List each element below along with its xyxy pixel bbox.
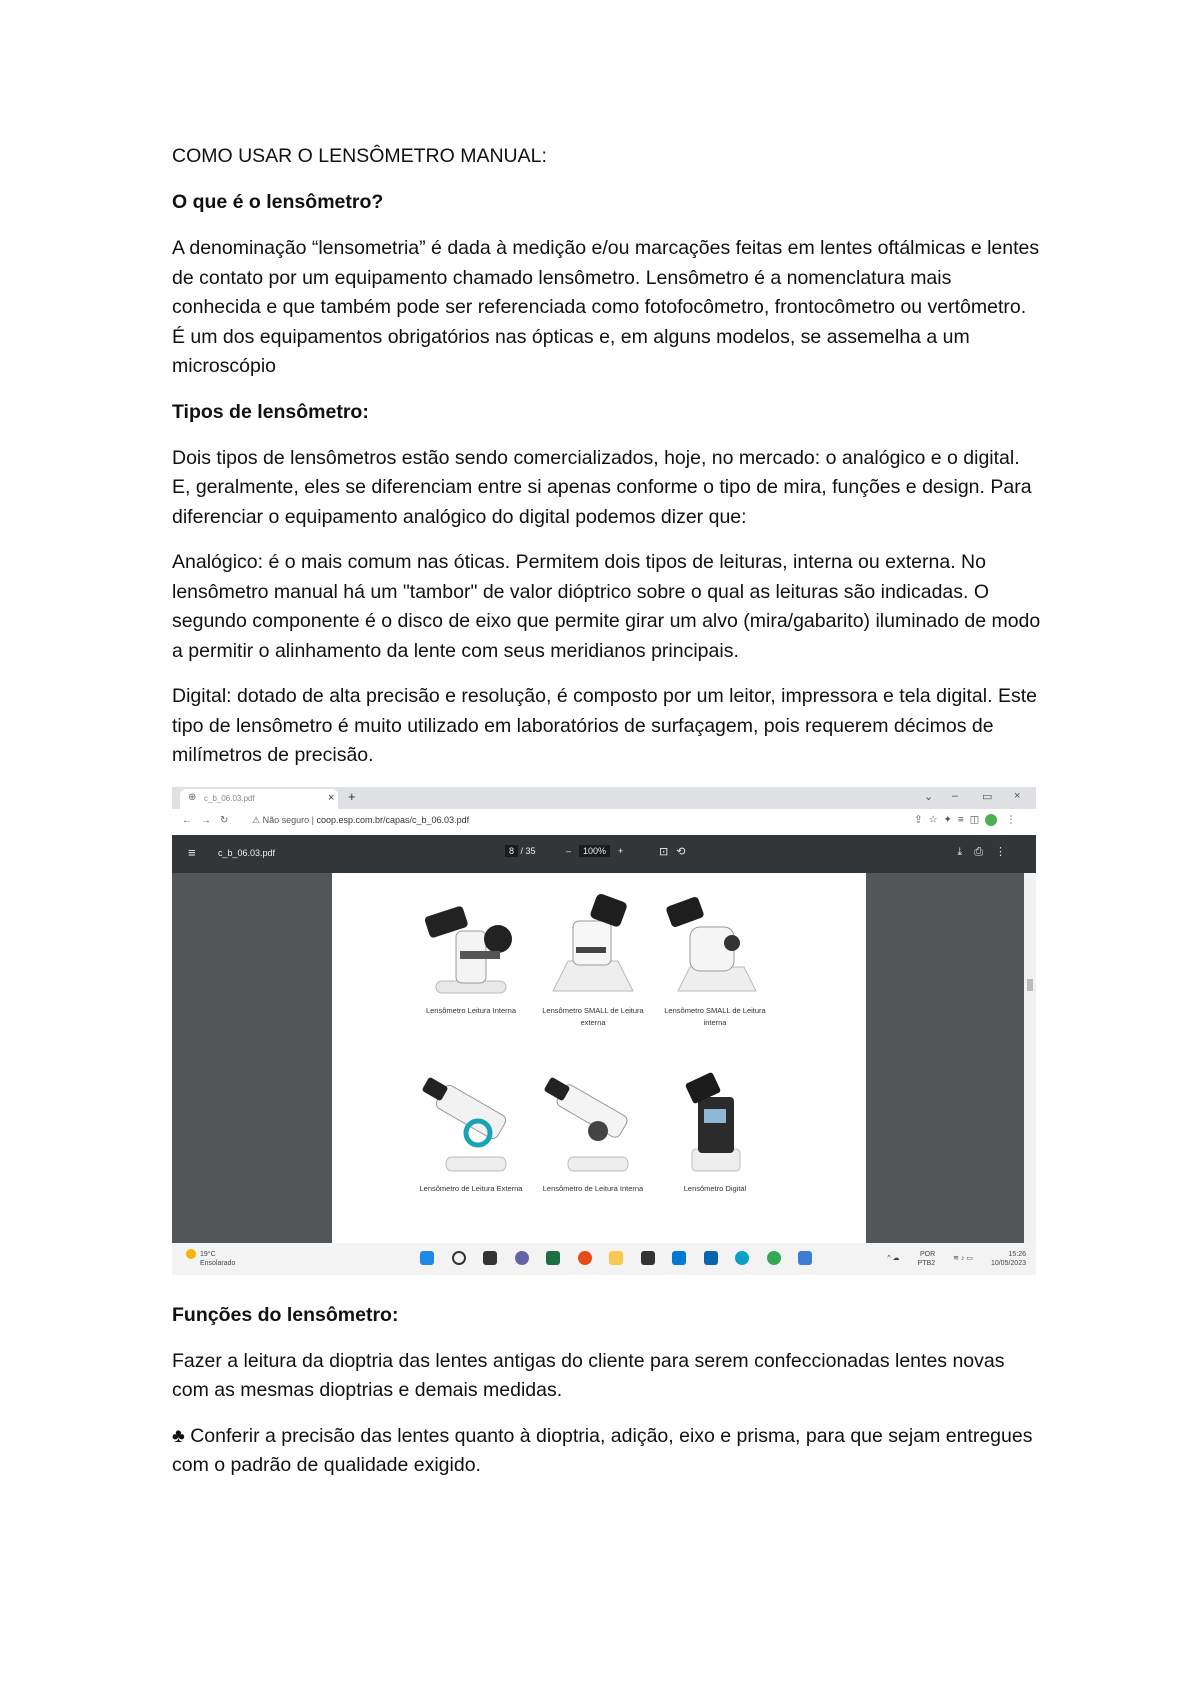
pdf-scrollbar [1024, 873, 1036, 1243]
volume-icon: ♪ [960, 1255, 965, 1262]
product-item [654, 1069, 776, 1195]
clock-date: 10/05/2023 [990, 1259, 1026, 1267]
section-heading-what: O que é o lensômetro? [172, 191, 384, 213]
pdf-zoom-level: 100% [579, 845, 610, 857]
pdf-viewer [172, 873, 1036, 1243]
paragraph-digital: Digital: dotado de alta precisão e resolução, é composto por um leitor, impressora e tela digital. Este tipo de lensômetro é muito utilizado em laboratórios de surfaçagem, pois requerem décimos de milímetros de precisão. [172, 685, 1037, 766]
warning-icon: ⚠ [252, 814, 261, 825]
pdf-page [332, 873, 866, 1243]
zoom-out-icon: – [566, 845, 572, 856]
product-label: Lensômetro de Leitura Externa [419, 1183, 523, 1193]
zoom-in-icon: + [618, 845, 624, 856]
mail-icon [672, 1251, 686, 1265]
chrome-icon [767, 1251, 781, 1265]
pdf-action-icons [957, 845, 1018, 859]
fit-page-icon: ⊡ [659, 845, 677, 858]
lensometer-icon [538, 891, 648, 1001]
lang-bottom: PTB2 [917, 1259, 936, 1267]
nav-icons [182, 815, 237, 826]
menu-icon: ≡ [188, 844, 196, 860]
sidepanel-icon: ◫ [969, 814, 986, 826]
windows-start-icon [420, 1251, 434, 1265]
paragraph-function-2-text: Conferir a precisão das lentes quanto à dioptria, adição, eixo e prisma, para que sejam entregues com o padrão de qualidade exigido. [172, 1424, 1033, 1476]
taskview-icon [483, 1251, 497, 1265]
wifi-icon: ≋ [953, 1255, 959, 1262]
photos-icon [798, 1251, 812, 1265]
paragraph-function-2 [172, 1422, 1042, 1481]
cloud-icon: ☁ [892, 1255, 900, 1262]
lensometer-icon [660, 1069, 770, 1179]
extension-icon: ✦ [943, 814, 958, 826]
product-label: Lensômetro Digital [683, 1183, 747, 1193]
url-prefix: Não seguro | [262, 814, 314, 825]
tab-globe-icon: ⊕ [188, 791, 197, 803]
status-icons [953, 1254, 973, 1263]
battery-icon: ▭ [966, 1255, 973, 1262]
excel-icon [546, 1251, 560, 1265]
window-close-icon: × [1014, 789, 1021, 802]
tray-icons [887, 1254, 899, 1263]
reading-list-icon: ≡ [957, 814, 970, 826]
pdf-page-number: 8 [505, 845, 518, 857]
weather-temp: 19°C [200, 1250, 216, 1258]
chat-icon [515, 1251, 529, 1265]
document-body [172, 142, 1042, 1497]
paragraph-intro: A denominação “lensometria” é dada à medição e/ou marcações feitas em lentes oftálmicas e lentes de contato por um equipamento chamado lensômetro. Lensômetro é a nomenclatura mais conhecida e que também pode ser referenciada como fotofocômetro, frontocômetro ou vertômetro. É um dos equipamentos obrigatórios nas ópticas e, em alguns modelos, se assemelha a um microscópio [172, 237, 1040, 377]
pdf-toolbar [172, 835, 1036, 873]
pdf-page-indicator [505, 846, 536, 856]
product-item [532, 891, 654, 1029]
sun-icon [186, 1249, 196, 1259]
search-icon [452, 1251, 466, 1265]
weather-desc: Ensolarado [200, 1259, 236, 1267]
lensometer-icon [538, 1069, 648, 1179]
section-heading-types: Tipos de lensômetro: [172, 400, 369, 423]
scrollbar-thumb [1027, 979, 1033, 991]
product-item [532, 1069, 654, 1195]
product-label: Lensômetro SMALL de Leitura externa [542, 1005, 644, 1027]
edge-icon [735, 1251, 749, 1265]
download-icon: ⤓ [957, 845, 975, 858]
tab-title: c_b_06.03.pdf [204, 793, 255, 803]
paragraph-function-1: Fazer a leitura da dioptria das lentes antigas do cliente para serem confeccionadas lentes novas com as mesmas dioptrias e demais medidas. [172, 1349, 1005, 1401]
toolbar-icons [914, 814, 1022, 826]
more-icon: ⋮ [1006, 814, 1022, 826]
reload-icon: ↻ [220, 814, 238, 826]
restore-icon: ▭ [982, 790, 993, 803]
product-label: Lensômetro SMALL de Leitura interna [664, 1005, 766, 1027]
paragraph-types: Dois tipos de lensômetros estão sendo comercializados, hoje, no mercado: o analógico e o digital. E, geralmente, eles se diferenciam entre si apenas conforme o tipo de mira, funções e design. Para diferenciar o equipamento analógico do digital podemos dizer que: [172, 446, 1032, 528]
clock-time: 15:26 [1008, 1250, 1026, 1258]
tab-close-icon: × [328, 791, 335, 804]
star-icon: ☆ [928, 814, 944, 826]
minimize-icon: – [952, 789, 959, 802]
product-label: Lensômetro Leitura Interna [425, 1005, 517, 1015]
url-text [252, 815, 469, 826]
profile-avatar [985, 814, 997, 826]
new-tab-icon: + [348, 788, 356, 804]
taskbar-apps [420, 1251, 827, 1267]
product-item [410, 1069, 532, 1195]
browser-tab-bar [172, 787, 1036, 809]
pdf-page-total: / 35 [520, 845, 536, 856]
product-item [654, 891, 776, 1029]
pdf-view-icons [659, 845, 693, 858]
chevron-up-icon: ^ [887, 1255, 891, 1262]
chevron-down-icon: ⌄ [924, 790, 934, 803]
lensometer-icon [660, 891, 770, 1001]
pdf-filename: c_b_06.03.pdf [218, 847, 276, 858]
system-tray [887, 1250, 1026, 1268]
weather-widget [186, 1249, 235, 1268]
pdf-zoom-controls [566, 846, 623, 856]
embedded-browser-screenshot [172, 787, 1036, 1275]
share-icon: ⇪ [914, 814, 929, 826]
print-icon: ⎙ [974, 845, 995, 858]
back-icon: ← [182, 814, 201, 826]
office-icon [578, 1251, 592, 1265]
section-heading-functions: Funções do lensômetro: [172, 1303, 399, 1326]
product-label: Lensômetro de Leitura Interna [542, 1183, 644, 1193]
address-bar [172, 809, 1036, 835]
lang-top: POR [919, 1250, 936, 1258]
more-icon: ⋮ [995, 845, 1018, 858]
windows-taskbar [172, 1243, 1036, 1275]
club-bullet-icon: ♣ [172, 1424, 185, 1447]
store-icon [641, 1251, 655, 1265]
lensometer-icon [416, 1069, 526, 1179]
paragraph-analog: Analógico: é o mais comum nas óticas. Permitem dois tipos de leituras, interna ou externa. No lensômetro manual há um "tambor" de valor dióptrico sobre o qual as leituras são indicadas. O segundo componente é o disco de eixo que permite girar um alvo (mira/gabarito) iluminado de modo a permitir o alinhamento da lente com seus meridianos principais. [172, 551, 1041, 662]
product-item [410, 891, 532, 1017]
forward-icon: → [201, 814, 220, 826]
browser-tab [180, 789, 338, 809]
rotate-icon: ⟲ [676, 845, 694, 858]
outlook-icon [704, 1251, 718, 1265]
main-heading: COMO USAR O LENSÔMETRO MANUAL: [172, 145, 547, 167]
lensometer-icon [416, 891, 526, 1001]
url-host: coop.esp.com.br/capas/c_b_06.03.pdf [316, 814, 470, 825]
file-explorer-icon [609, 1251, 623, 1265]
